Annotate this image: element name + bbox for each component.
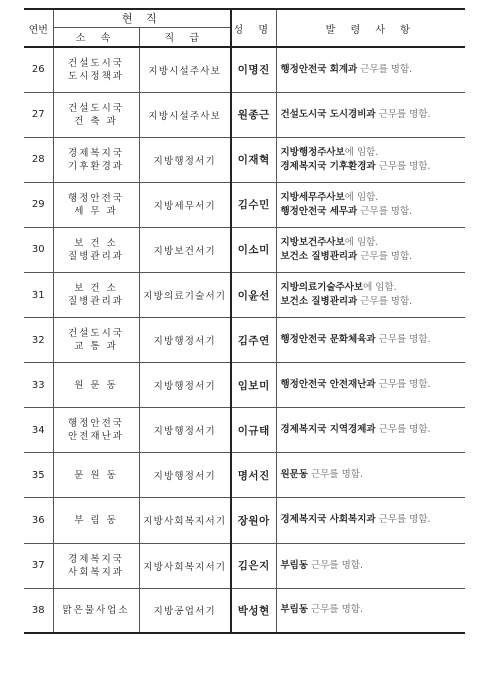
dept-cell	[53, 318, 139, 363]
dept-line: 교 통 과	[74, 341, 118, 353]
row-number: 37	[24, 543, 53, 588]
order-cell	[276, 363, 465, 408]
table-row	[24, 588, 465, 633]
rank-cell: 지방행정서기	[139, 453, 231, 498]
row-number: 28	[24, 137, 53, 182]
dept-line: 부 림 동	[74, 514, 118, 526]
order-target: 경제복지국 사회복지과	[280, 514, 376, 526]
dept-cell	[53, 272, 139, 317]
name-cell: 박성현	[231, 588, 276, 633]
rank-cell: 지방공업서기	[139, 588, 231, 633]
dept-cell	[53, 92, 139, 137]
name-cell: 김은지	[231, 543, 276, 588]
dept-cell	[53, 498, 139, 543]
order-target: 행정안전국 회계과	[280, 63, 358, 75]
order-cell	[276, 272, 465, 317]
dept-line: 보 건 소	[74, 283, 118, 295]
table-row	[24, 498, 465, 543]
header-order: 발 령 사 항	[276, 9, 465, 47]
rank-cell: 지방보건서기	[139, 227, 231, 272]
dept-line: 행정안전국	[68, 418, 124, 430]
order-target: 행정안전국 안전재난과	[280, 379, 376, 391]
order-line	[281, 205, 466, 219]
header-name: 성 명	[231, 9, 276, 47]
row-number: 27	[24, 92, 53, 137]
order-line	[281, 468, 466, 482]
dept-line: 사회복지과	[68, 566, 124, 578]
dept-cell	[53, 137, 139, 182]
order-line	[281, 513, 466, 527]
table-row	[24, 92, 465, 137]
order-suffix: 에 임함.	[344, 191, 379, 203]
order-suffix: 근무를 명함.	[375, 160, 431, 172]
name-cell: 김주연	[231, 318, 276, 363]
rank-cell: 지방시설주사보	[139, 47, 231, 92]
order-suffix: 에 임함.	[363, 282, 397, 294]
row-number: 38	[24, 588, 53, 633]
dept-line: 도시정책과	[68, 70, 124, 82]
dept-line: 행정안전국	[68, 192, 124, 204]
row-number: 31	[24, 272, 53, 317]
order-target: 지방행정주사보	[280, 146, 345, 158]
row-number: 33	[24, 363, 53, 408]
dept-line: 보 건 소	[74, 237, 118, 249]
personnel-order-sheet	[24, 8, 465, 634]
dept-line: 문 원 동	[74, 469, 118, 481]
rank-cell: 지방행정서기	[139, 137, 231, 182]
order-target: 지방의료기술주사보	[280, 282, 364, 294]
dept-line: 건 축 과	[74, 115, 118, 127]
name-cell: 장원아	[231, 498, 276, 543]
order-line	[281, 236, 466, 250]
order-cell	[276, 318, 465, 363]
order-suffix: 에 임함.	[344, 236, 379, 248]
order-target: 보건소 질병관리과	[280, 250, 358, 262]
name-cell: 이재혁	[231, 137, 276, 182]
row-number: 29	[24, 182, 53, 227]
dept-line: 건설도시국	[68, 57, 124, 69]
order-cell	[276, 588, 465, 633]
order-suffix: 근무를 명함.	[375, 379, 431, 391]
table-row	[24, 318, 465, 363]
order-cell	[276, 498, 465, 543]
order-cell	[276, 408, 465, 453]
table-row	[24, 137, 465, 182]
header-no: 연번	[24, 9, 53, 47]
row-number: 34	[24, 408, 53, 453]
dept-cell	[53, 543, 139, 588]
rank-cell: 지방행정서기	[139, 408, 231, 453]
order-line	[281, 281, 466, 295]
row-number: 35	[24, 453, 53, 498]
order-line	[281, 559, 466, 573]
name-cell: 이명진	[231, 47, 276, 92]
order-target: 경제복지국 지역경제과	[280, 424, 376, 436]
table-row	[24, 453, 465, 498]
dept-cell	[53, 408, 139, 453]
dept-line: 건설도시국	[68, 328, 124, 340]
order-suffix: 에 임함.	[344, 146, 379, 158]
order-target: 보건소 질병관리과	[280, 296, 358, 308]
order-cell	[276, 543, 465, 588]
order-line	[281, 333, 466, 347]
dept-cell	[53, 47, 139, 92]
order-line	[281, 295, 466, 309]
table-row	[24, 47, 465, 92]
order-suffix: 근무를 명함.	[357, 296, 413, 308]
rank-cell: 지방사회복지서기	[139, 543, 231, 588]
dept-line: 질병관리과	[68, 296, 124, 308]
order-line	[281, 63, 466, 77]
header-dept: 소 속	[53, 27, 139, 47]
order-cell	[276, 47, 465, 92]
dept-line: 경제복지국	[68, 553, 124, 565]
name-cell: 원종근	[231, 92, 276, 137]
table-row	[24, 227, 465, 272]
name-cell: 이윤선	[231, 272, 276, 317]
order-line	[281, 146, 466, 160]
order-target: 부림동	[280, 559, 309, 571]
table-row	[24, 272, 465, 317]
dept-line: 건설도시국	[68, 102, 124, 114]
dept-line: 맑은물사업소	[62, 604, 130, 616]
order-cell	[276, 92, 465, 137]
order-target: 지방세무주사보	[280, 191, 345, 203]
order-suffix: 근무를 명함.	[308, 469, 363, 481]
name-cell: 명서진	[231, 453, 276, 498]
rank-cell: 지방시설주사보	[139, 92, 231, 137]
dept-cell	[53, 453, 139, 498]
table-row	[24, 543, 465, 588]
name-cell: 임보미	[231, 363, 276, 408]
order-target: 지방보건주사보	[280, 236, 345, 248]
order-line	[281, 603, 466, 617]
personnel-rows	[24, 47, 465, 633]
rank-cell: 지방행정서기	[139, 363, 231, 408]
order-target: 행정안전국 세무과	[280, 205, 358, 217]
dept-line: 안전재난과	[68, 431, 124, 443]
rank-cell: 지방행정서기	[139, 318, 231, 363]
order-target: 부림동	[280, 604, 309, 616]
dept-line: 질병관리과	[68, 250, 124, 262]
personnel-table	[24, 8, 465, 634]
order-suffix: 근무를 명함.	[375, 514, 431, 526]
table-row	[24, 363, 465, 408]
dept-cell	[53, 182, 139, 227]
rank-cell: 지방의료기술서기	[139, 272, 231, 317]
dept-cell	[53, 588, 139, 633]
order-cell	[276, 182, 465, 227]
order-line	[281, 108, 466, 122]
header-current-position: 현 직	[53, 9, 231, 27]
order-suffix: 근무를 명함.	[308, 604, 363, 616]
dept-line: 경제복지국	[68, 147, 124, 159]
table-row	[24, 408, 465, 453]
row-number: 30	[24, 227, 53, 272]
order-suffix: 근무를 명함.	[375, 108, 431, 120]
order-line	[281, 423, 466, 437]
order-suffix: 근무를 명함.	[357, 63, 413, 75]
name-cell: 이소미	[231, 227, 276, 272]
order-target: 원문동	[280, 469, 309, 481]
order-target: 경제복지국 기후환경과	[280, 160, 376, 172]
row-number: 36	[24, 498, 53, 543]
order-target: 건설도시국 도시경비과	[280, 108, 376, 120]
order-suffix: 근무를 명함.	[375, 424, 431, 436]
dept-cell	[53, 227, 139, 272]
name-cell: 김수민	[231, 182, 276, 227]
order-suffix: 근무를 명함.	[357, 250, 413, 262]
row-number: 32	[24, 318, 53, 363]
order-line	[281, 160, 466, 174]
rank-cell: 지방사회복지서기	[139, 498, 231, 543]
table-row	[24, 182, 465, 227]
row-number: 26	[24, 47, 53, 92]
order-suffix: 근무를 명함.	[357, 205, 413, 217]
dept-cell	[53, 363, 139, 408]
dept-line: 원 문 동	[74, 379, 118, 391]
order-line	[281, 378, 466, 392]
dept-line: 세 무 과	[74, 205, 118, 217]
order-suffix: 근무를 명함.	[375, 334, 431, 346]
order-target: 행정안전국 문화체육과	[280, 334, 376, 346]
order-suffix: 근무를 명함.	[308, 559, 363, 571]
order-cell	[276, 453, 465, 498]
header-rank: 직 급	[139, 27, 231, 47]
name-cell: 이규태	[231, 408, 276, 453]
order-cell	[276, 227, 465, 272]
rank-cell: 지방세무서기	[139, 182, 231, 227]
order-line	[281, 250, 466, 264]
dept-line: 기후환경과	[68, 160, 124, 172]
order-line	[281, 191, 466, 205]
order-cell	[276, 137, 465, 182]
